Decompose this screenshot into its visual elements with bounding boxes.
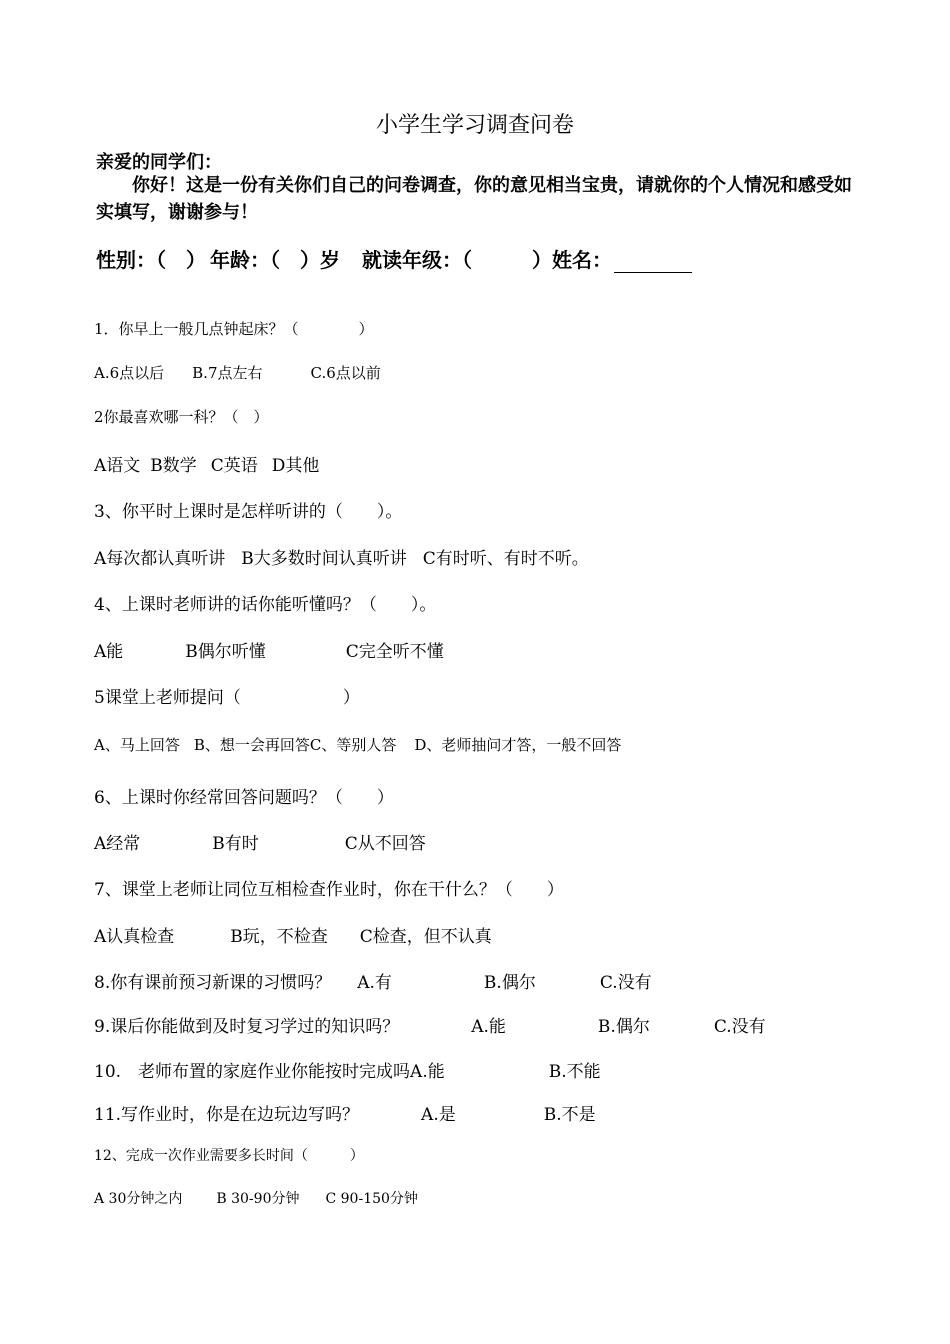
name-label: 姓名： [552, 248, 612, 272]
option[interactable]: A.6点以后 [94, 364, 165, 382]
option[interactable]: B大多数时间认真听讲 [241, 549, 407, 569]
greeting: 亲爱的同学们： [96, 152, 222, 173]
option[interactable]: B.偶尔 [483, 973, 536, 993]
option[interactable]: C.6点以前 [310, 364, 381, 382]
option[interactable]: C从不回答 [344, 834, 426, 854]
options-4 [94, 637, 444, 662]
option[interactable]: A经常 [94, 834, 141, 854]
option[interactable]: B.7点左右 [192, 364, 263, 382]
option[interactable]: B.不能 [548, 1062, 601, 1082]
question-5: 5课堂上老师提问（ ） [94, 688, 360, 708]
option[interactable]: D、老师抽问才答，一般不回答 [414, 736, 622, 754]
options-6 [94, 829, 426, 854]
option[interactable]: A.能 [471, 1017, 506, 1037]
question-12: 12、完成一次作业需要多长时间（ ） [94, 1148, 364, 1164]
question-1: 1．你早上一般几点钟起床？（ ） [94, 320, 374, 338]
option[interactable]: C检查，但不认真 [359, 927, 492, 947]
option[interactable]: C.没有 [713, 1017, 766, 1037]
option[interactable]: C 90-150分钟 [325, 1191, 418, 1207]
grade-field[interactable]: 就读年级：（ ） [362, 248, 552, 272]
page-title: 小学生学习调查问卷 [375, 113, 574, 138]
question-6: 6、上课时你经常回答问题吗？（ ） [94, 788, 394, 808]
option[interactable]: A.能 [410, 1062, 445, 1082]
option[interactable]: B、想一会再回答 [193, 736, 310, 754]
option[interactable]: A认真检查 [94, 927, 175, 947]
question-text: 11.写作业时，你是在边玩边写吗？ [94, 1105, 360, 1125]
name-blank[interactable] [614, 250, 692, 273]
question-text: 10. 老师布置的家庭作业你能按时完成吗 [94, 1062, 411, 1082]
question-11 [94, 1100, 596, 1125]
question-2: 2你最喜欢哪一科？（ ） [94, 408, 269, 426]
intro-paragraph: 你好！这是一份有关你们自己的问卷调查，你的意见相当宝贵，请就你的个人情况和感受如实填写，谢谢参与！ [96, 175, 852, 223]
option[interactable]: C完全听不懂 [345, 642, 444, 662]
question-text: 9.课后你能做到及时复习学过的知识吗？ [94, 1017, 400, 1037]
option[interactable]: A能 [94, 642, 124, 662]
option[interactable]: B.偶尔 [597, 1017, 650, 1037]
option[interactable]: B数学 [150, 456, 197, 476]
age-field[interactable]: 年龄：（ ）岁 [210, 248, 340, 272]
options-1 [94, 362, 381, 383]
option[interactable]: C英语 [210, 456, 258, 476]
gender-field[interactable]: 性别：（ ） [96, 248, 206, 272]
options-7 [94, 922, 492, 947]
question-10 [94, 1057, 601, 1082]
student-info-line [96, 244, 692, 273]
option[interactable]: A.有 [357, 973, 392, 993]
question-9 [94, 1012, 766, 1037]
option[interactable]: B 30-90分钟 [216, 1191, 300, 1207]
option[interactable]: C有时听、有时不听。 [422, 549, 589, 569]
option[interactable]: A 30分钟之内 [94, 1191, 183, 1207]
option[interactable]: C、等别人答 [309, 736, 397, 754]
question-7: 7、课堂上老师让同位互相检查作业时，你在干什么？（ ） [94, 880, 564, 900]
option[interactable]: B.不是 [543, 1105, 596, 1125]
option[interactable]: D其他 [271, 456, 320, 476]
option[interactable]: C.没有 [599, 973, 652, 993]
options-12 [94, 1188, 418, 1208]
option[interactable]: A每次都认真听讲 [94, 549, 226, 569]
option[interactable]: B偶尔听懂 [185, 642, 266, 662]
question-4: 4、上课时老师讲的话你能听懂吗？（ ）。 [94, 595, 437, 615]
question-text: 8.你有课前预习新课的习惯吗？ [94, 973, 332, 993]
option[interactable]: B玩，不检查 [230, 927, 328, 947]
options-3 [94, 544, 589, 569]
options-5 [94, 734, 621, 755]
options-2 [94, 451, 319, 476]
option[interactable]: A、马上回答 [94, 736, 180, 754]
question-3: 3、你平时上课时是怎样听讲的（ ）。 [94, 502, 403, 522]
option[interactable]: B有时 [212, 834, 259, 854]
option[interactable]: A语文 [94, 456, 141, 476]
question-8 [94, 968, 652, 993]
option[interactable]: A.是 [421, 1105, 456, 1125]
